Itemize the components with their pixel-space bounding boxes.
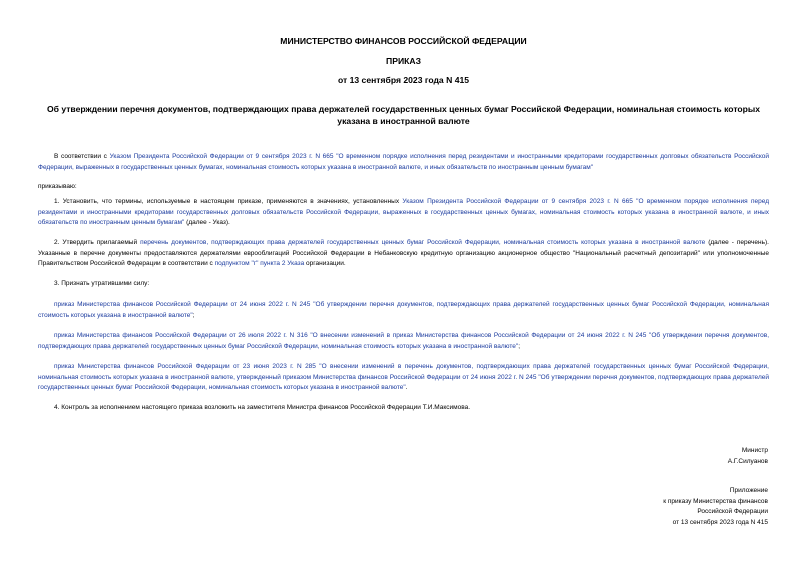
clause-2-middle: (далее - перечень). Указанные в перечне документы предоставляются держателями еврооблигаций Российской Федерации в Небанковскую кредитную организацию акционерное общество "Национальный расчетный депозитарий" или уполномоченные Правительством Российской Федерации в соответствии с: [38, 239, 769, 268]
invalid-order-item-tail: ;: [518, 342, 521, 350]
invalid-order-item: [38, 331, 769, 352]
order-316-link[interactable]: приказ Министерства финансов Российской Федерации от 26 июля 2022 г. N 316 "О внесении изменений в приказ Министерства финансов Российской Федерации от 24 июня 2022 г. N 245 "Об утверждении перечня документов, подтверждающих права держателей государственных ценных бумаг Российской Федерации, номинальная стоимость которых указана в иностранной валюте": [38, 332, 769, 350]
ministry-heading: МИНИСТЕРСТВО ФИНАНСОВ РОССИЙСКОЙ ФЕДЕРАЦИИ: [280, 36, 527, 46]
signature-name: А.Г.Силуанов: [727, 457, 768, 465]
document-list-link[interactable]: перечень документов, подтверждающих права держателей государственных ценных бумаг Российской Федерации, номинальная стоимость которых указана в иностранной валюте: [140, 239, 706, 246]
order-245-link[interactable]: приказ Министерства финансов Российской Федерации от 24 июня 2022 г. N 245 "Об утверждении перечня документов, подтверждающих права держателей государственных ценных бумаг Российской Федерации, номинальная стоимость которых указана в иностранной валюте": [38, 301, 769, 319]
signature-block: [728, 446, 768, 467]
invalid-order-item-tail: ;: [192, 311, 195, 319]
clause-1-text: 1. Установить, что термины, используемые в настоящем приказе, применяются в значениях, установленных: [54, 198, 403, 205]
clause-1-decree-link[interactable]: Указом Президента Российской Федерации от 9 сентября 2023 г. N 665 "О временном порядке исполнения перед резидентами и иностранными кредиторами государственных долговых обязательств Российской Федерации, выраженных в государственных ценных бумагах, номинальная стоимость которых указана в иностранной валюте, и иных обязательств по иностранным ценным бумагам": [38, 198, 769, 227]
document-title: Об утверждении перечня документов, подтверждающих права держателей государственных ценных бумаг Российской Федерации, номинальная стоимость которых указана в иностранной валюте: [46, 104, 761, 126]
document-type: ПРИКАЗ: [386, 56, 421, 66]
order-285-link[interactable]: приказ Министерства финансов Российской Федерации от 23 июня 2023 г. N 285 "О внесении изменений в перечень документов, подтверждающих права держателей государственных ценных бумаг Российской Федерации, номинальная стоимость которых указана в иностранной валюте, утвержденный приказом Министерства финансов Российской Федерации от 24 июня 2022 г. N 245 "Об утверждении перечня документов, подтверждающих права держателей государственных ценных бумаг Российской Федерации, номинальная стоимость которых указана в иностранной валюте": [38, 363, 769, 392]
appendix-block: [663, 486, 768, 528]
preamble-text: В соответствии с: [54, 153, 110, 160]
subparagraph-link[interactable]: подпунктом "г" пункта 2 Указа: [214, 260, 305, 268]
decree-665-link[interactable]: Указом Президента Российской Федерации от 9 сентября 2023 г. N 665 "О временном порядке исполнения перед резидентами и иностранными кредиторами государственных долговых обязательств Российской Федерации, выраженных в государственных ценных бумагах, номинальная стоимость которых указана в иностранной валюте, и иных обязательств по иностранным ценным бумагам": [38, 153, 770, 171]
invalid-order-item-tail: .: [405, 384, 408, 392]
clause-2-text: 2. Утвердить прилагаемый: [54, 239, 141, 246]
signature-position: Министр: [741, 447, 768, 454]
clause-2: [38, 238, 769, 270]
invalid-order-item: [38, 362, 769, 394]
clause-3: 3. Признать утратившими силу:: [54, 280, 150, 287]
preamble-paragraph: [38, 152, 769, 173]
clause-1-tail: (далее - Указ).: [184, 219, 230, 227]
document-date-number: от 13 сентября 2023 года N 415: [337, 75, 470, 85]
order-word: приказываю:: [38, 183, 77, 190]
appendix-line-1: Приложение: [729, 487, 768, 494]
appendix-line-3: Российской Федерации: [697, 508, 768, 516]
clause-4: 4. Контроль за исполнением настоящего приказа возложить на заместителя Министра финансов Российской Федерации Т.И.Максимова.: [54, 404, 471, 411]
invalid-order-item: [38, 300, 769, 321]
appendix-line-4: от 13 сентября 2023 года N 415: [672, 518, 768, 526]
clause-1: [38, 197, 769, 229]
appendix-line-2: к приказу Министерства финансов: [663, 497, 768, 505]
clause-2-tail: организации.: [304, 260, 346, 268]
